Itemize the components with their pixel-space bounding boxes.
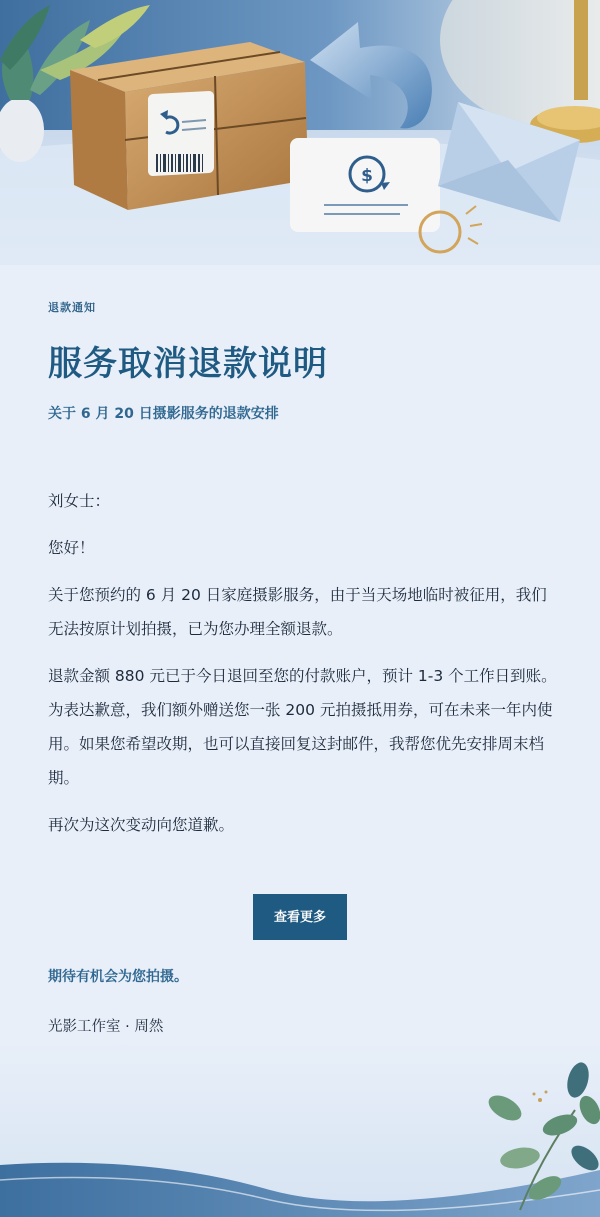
eyebrow-label: 退款通知: [48, 301, 96, 314]
closing-line: 期待有机会为您拍摄。: [48, 969, 188, 985]
hero-svg: [0, 0, 600, 265]
salutation: 刘女士：: [48, 492, 111, 510]
package-illustration: [70, 42, 308, 210]
email-body: [48, 484, 558, 842]
page-title: 服务取消退款说明: [48, 344, 328, 384]
cta-container: [253, 894, 347, 940]
svg-text:$: $: [361, 166, 373, 186]
body-paragraph-1: 关于您预约的 6 月 20 日家庭摄影服务，由于当天场地临时被征用，我们无法按原计划拍摄，已为您办理全额退款。: [48, 586, 547, 638]
signature: 光影工作室 · 周然: [48, 1019, 164, 1035]
hero-illustration: [0, 0, 600, 265]
email-content: [48, 300, 558, 855]
body-paragraph-3: 再次为这次变动向您道歉。: [48, 816, 235, 834]
footer-svg: [0, 1040, 600, 1217]
footer-decoration: [0, 1040, 600, 1217]
body-paragraph-2: 退款金额 880 元已于今日退回至您的付款账户，预计 1-3 个工作日到账。为表达歉意，我们额外赠送您一张 200 元拍摄抵用券，可在未来一年内使用。如果您希望改期，也可以直接回复这封邮件，我帮您优先安排周末档期。: [48, 667, 557, 787]
page-subtitle: 关于 6 月 20 日摄影服务的退款安排: [48, 406, 279, 422]
greeting: 您好！: [48, 539, 95, 557]
view-more-button[interactable]: 查看更多: [253, 894, 347, 940]
